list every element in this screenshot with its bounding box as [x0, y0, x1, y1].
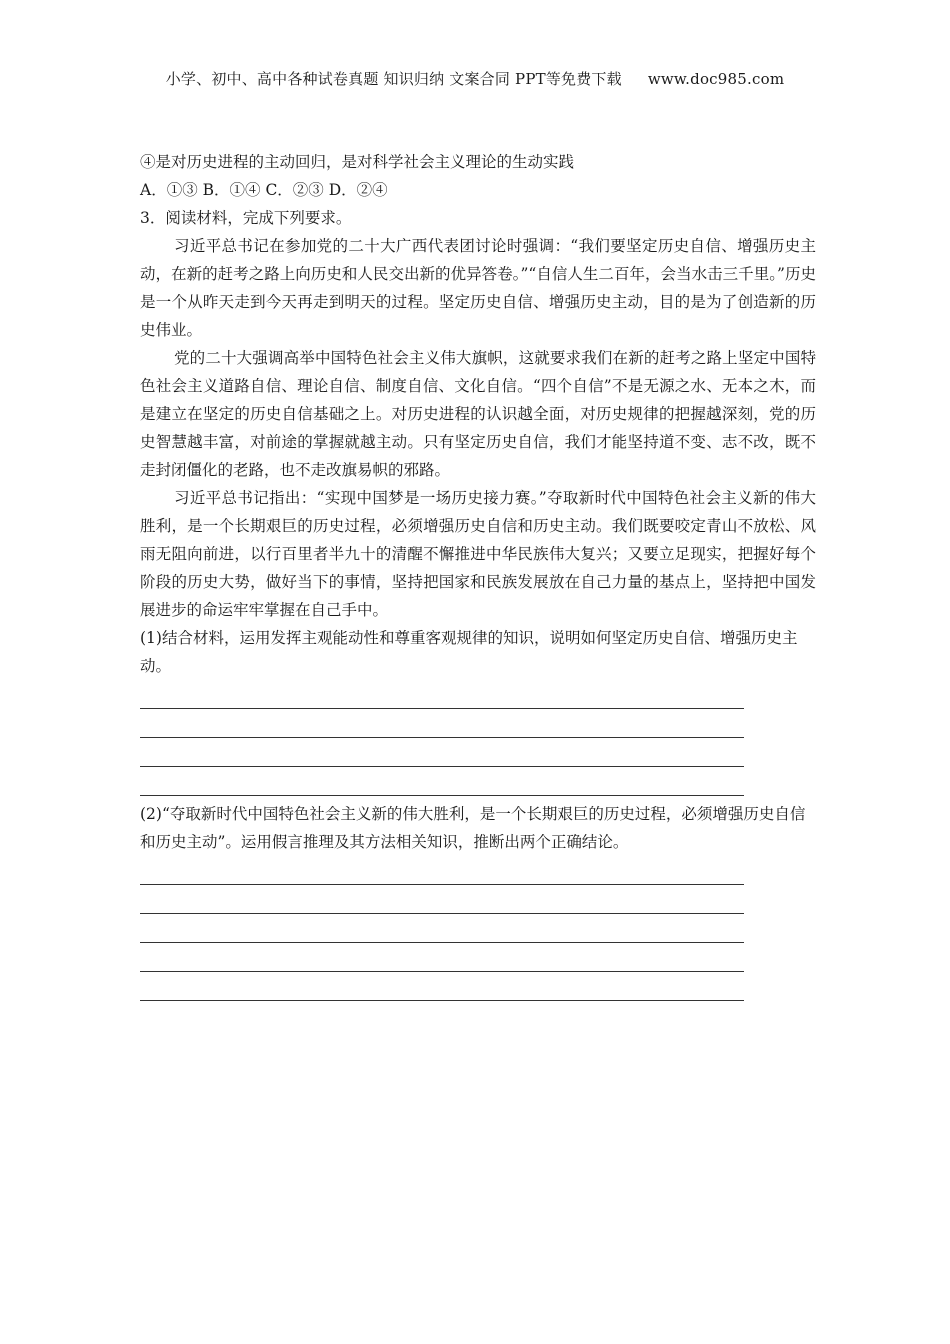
answer-choices: A．①③ B．①④ C．②③ D．②④: [140, 181, 388, 199]
header-text: 小学、初中、高中各种试卷真题 知识归纳 文案合同 PPT等免费下载: [165, 70, 622, 88]
option-4: ④是对历史进程的主动回归，是对科学社会主义理论的生动实践: [140, 153, 575, 171]
answer-line[interactable]: [140, 856, 744, 885]
material-paragraph-2: 党的二十大强调高举中国特色社会主义伟大旗帜，这就要求我们在新的赶考之路上坚定中国特色社会主义道路自信、理论自信、制度自信、文化自信。“四个自信”不是无源之水、无本之木，而是建立在坚定的历史自信基础之上。对历史进程的认识越全面，对历史规律的把握越深刻，党的历史智慧越丰富，对前途的掌握就越主动。只有坚定历史自信，我们才能坚持道不变、志不改，既不走封闭僵化的老路，也不走改旗易帜的邪路。: [140, 349, 816, 479]
answer-area-1[interactable]: [140, 680, 816, 796]
material-paragraph-1: 习近平总书记在参加党的二十大广西代表团讨论时强调：“我们要坚定历史自信、增强历史主动，在新的赶考之路上向历史和人民交出新的优异答卷。”“自信人生二百年，会当水击三千里。”历史是一个从昨天走到今天再走到明天的过程。坚定历史自信、增强历史主动，目的是为了创造新的历史伟业。: [140, 237, 816, 339]
answer-area-2[interactable]: [140, 856, 816, 1001]
header-site: www.doc985.com: [647, 70, 785, 88]
material-paragraph-3: 习近平总书记指出：“实现中国梦是一场历史接力赛。”夺取新时代中国特色社会主义新的伟大胜利，是一个长期艰巨的历史过程，必须增强历史自信和历史主动。我们既要咬定青山不放松、风雨无阻向前进，以行百里者半九十的清醒不懈推进中华民族伟大复兴；又要立足现实，把握好每个阶段的历史大势，做好当下的事情，坚持把国家和民族发展放在自己力量的基点上，坚持把中国发展进步的命运牢牢掌握在自己手中。: [140, 489, 816, 619]
document-body: [140, 148, 816, 1005]
question-3-title: 3．阅读材料，完成下列要求。: [140, 209, 352, 227]
answer-line[interactable]: [140, 709, 744, 738]
answer-line[interactable]: [140, 680, 744, 709]
sub-question-2: (2)“夺取新时代中国特色社会主义新的伟大胜利，是一个长期艰巨的历史过程，必须增强历史自信和历史主动”。运用假言推理及其方法相关知识，推断出两个正确结论。: [140, 805, 806, 851]
answer-line[interactable]: [140, 885, 744, 914]
page-header: [0, 68, 950, 89]
sub-question-1: (1)结合材料，运用发挥主观能动性和尊重客观规律的知识，说明如何坚定历史自信、增强历史主动。: [140, 629, 798, 675]
answer-line[interactable]: [140, 943, 744, 972]
answer-line[interactable]: [140, 914, 744, 943]
answer-line[interactable]: [140, 738, 744, 767]
answer-line[interactable]: [140, 972, 744, 1001]
answer-line[interactable]: [140, 767, 744, 796]
